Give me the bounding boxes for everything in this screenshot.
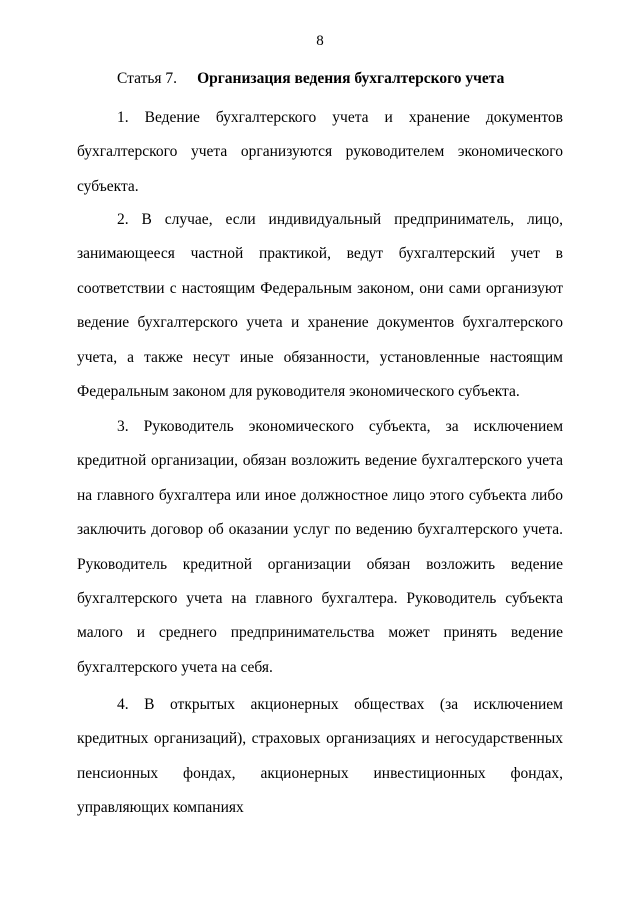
paragraph-2: 2. В случае, если индивидуальный предприниматель, лицо, занимающееся частной практикой, ведут бухгалтерский учет в соответствии с настоящим Федеральным законом, они сами организуют ведение бухгалтерского учета и хранение документов бухгалтерского учета, а также несут иные обязанности, установленные настоящим Федеральным законом для руководителя экономического субъекта. (77, 211, 563, 401)
article-heading (117, 70, 577, 88)
article-number: Статья 7. (117, 70, 178, 87)
page-number: 8 (316, 33, 324, 49)
article-title: Организация ведения бухгалтерского учета (197, 70, 505, 87)
paragraph-3: 3. Руководитель экономического субъекта, за исключением кредитной организации, обязан возложить ведение бухгалтерского учета на главного бухгалтера или иное должностное лицо этого субъекта либо заключить договор об оказании услуг по ведению бухгалтерского учета. Руководитель кредитной организации обязан возложить ведение бухгалтерского учета на главного бухгалтера. Руководитель субъекта малого и среднего предпринимательства может принять ведение бухгалтерского учета на себя. (77, 418, 563, 676)
paragraph-4: 4. В открытых акционерных обществах (за исключением кредитных организаций), страховых организациях и негосударственных пенсионных фондах, акционерных инвестиционных фондах, управляющих компаниях (77, 696, 563, 817)
paragraph-1: 1. Ведение бухгалтерского учета и хранение документов бухгалтерского учета организуются руководителем экономического субъекта. (77, 109, 563, 195)
